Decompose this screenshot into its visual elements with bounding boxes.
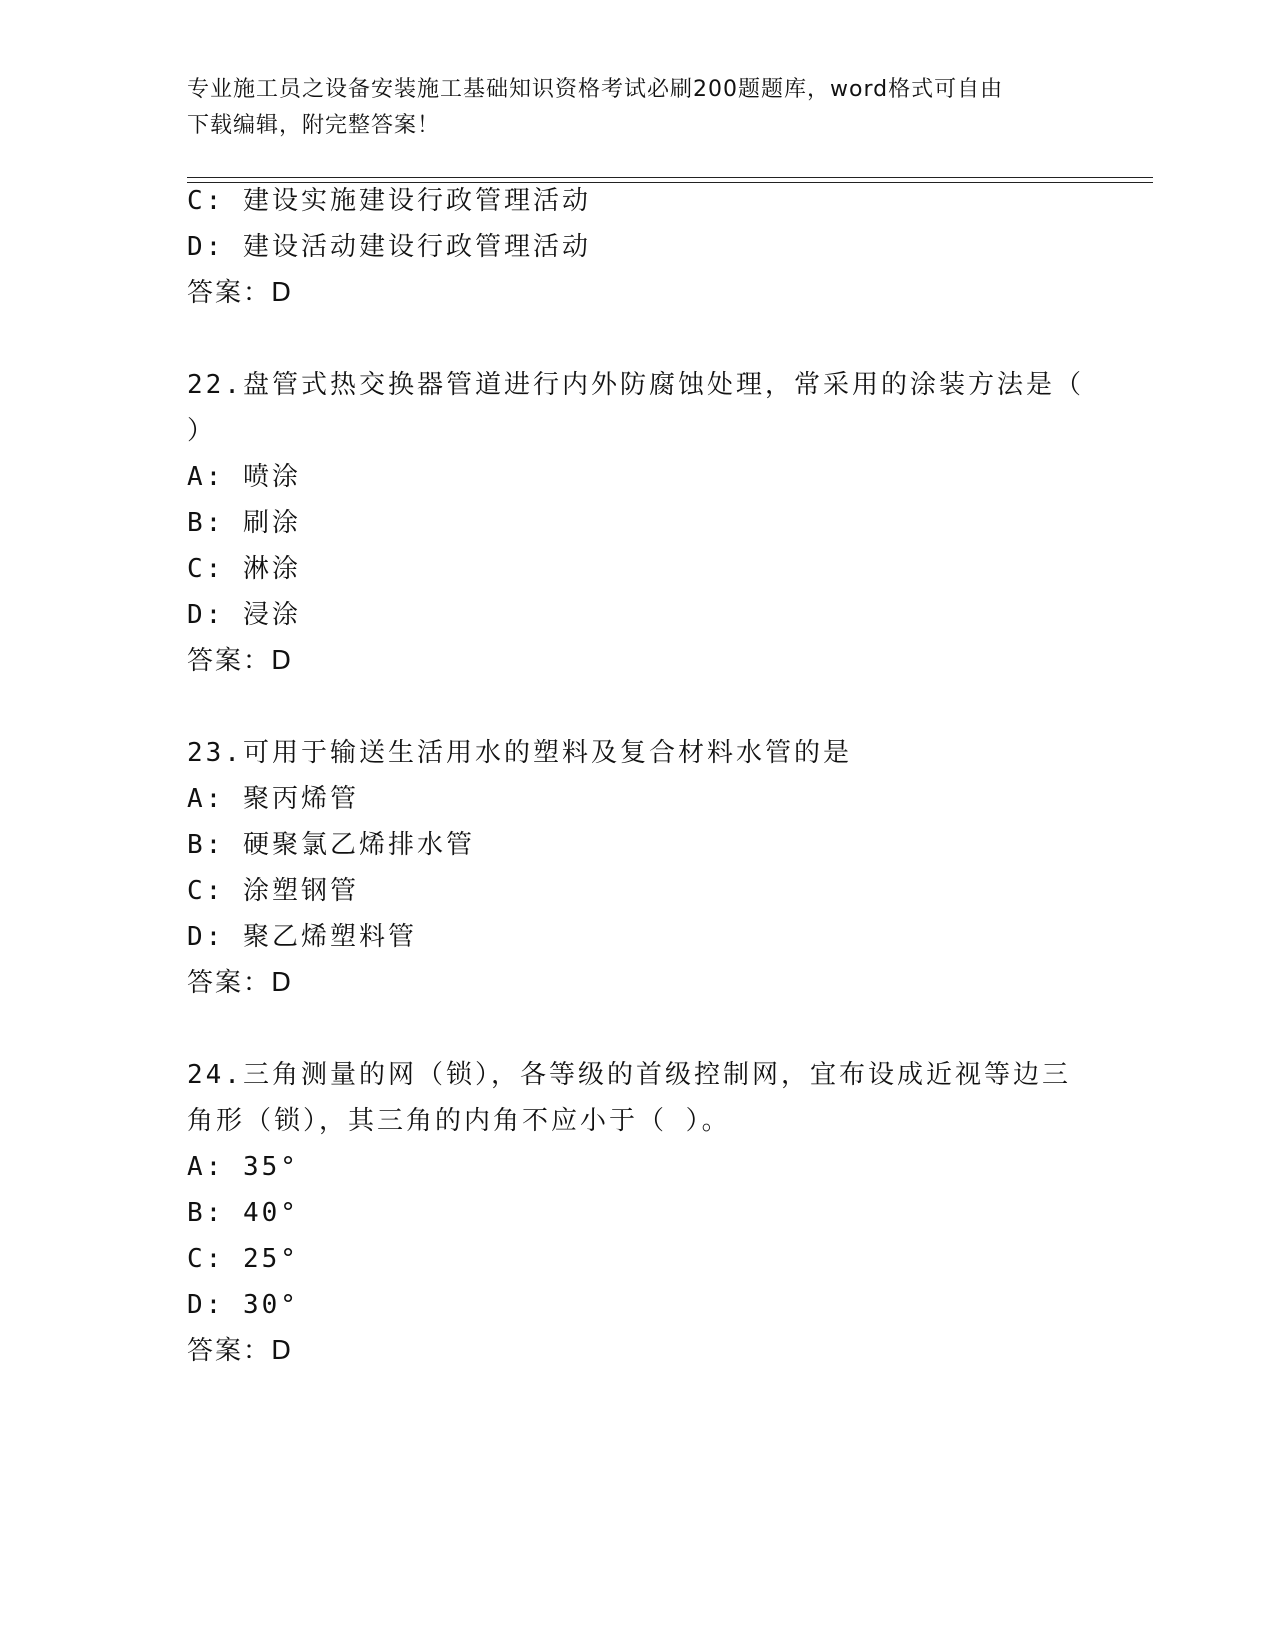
question-23-option-d: D: 聚乙烯塑料管 bbox=[187, 922, 417, 952]
question-22-answer: 答案：D bbox=[187, 646, 294, 676]
question-24-text-line-2: 角形（锁），其三角的内角不应小于（ ）。 bbox=[187, 1106, 731, 1136]
question-22-option-a: A: 喷涂 bbox=[187, 462, 301, 492]
option-d: D: 建设活动建设行政管理活动 bbox=[187, 232, 591, 262]
option-c: C: 建设实施建设行政管理活动 bbox=[187, 186, 591, 216]
question-22-option-b: B: 刷涂 bbox=[187, 508, 301, 538]
question-23-answer: 答案：D bbox=[187, 968, 294, 998]
document-body bbox=[187, 178, 1087, 1374]
answer-line: 答案：D bbox=[187, 278, 294, 308]
question-22-option-c: C: 淋涂 bbox=[187, 554, 301, 584]
spacer bbox=[187, 316, 1087, 362]
question-23-option-a: A: 聚丙烯管 bbox=[187, 784, 359, 814]
question-24-option-a: A: 35° bbox=[187, 1152, 299, 1182]
question-23-text: 23.可用于输送生活用水的塑料及复合材料水管的是 bbox=[187, 738, 852, 768]
question-24-option-b: B: 40° bbox=[187, 1198, 299, 1228]
question-22-option-d: D: 浸涂 bbox=[187, 600, 301, 630]
question-23-option-b: B: 硬聚氯乙烯排水管 bbox=[187, 830, 475, 860]
question-24-option-c: C: 25° bbox=[187, 1244, 299, 1274]
document-header bbox=[187, 72, 1067, 144]
question-22-text-line-1: 22.盘管式热交换器管道进行内外防腐蚀处理，常采用的涂装方法是（ bbox=[187, 370, 1084, 400]
question-24-answer: 答案：D bbox=[187, 1336, 294, 1366]
question-24-option-d: D: 30° bbox=[187, 1290, 299, 1320]
spacer bbox=[187, 684, 1087, 730]
spacer bbox=[187, 1006, 1087, 1052]
question-22-text-line-2: ） bbox=[187, 416, 217, 446]
header-line-2: 下载编辑，附完整答案！ bbox=[187, 113, 441, 138]
question-24-text-line-1: 24.三角测量的网（锁），各等级的首级控制网，宜布设成近视等边三 bbox=[187, 1060, 1071, 1090]
question-23-option-c: C: 涂塑钢管 bbox=[187, 876, 359, 906]
header-line-1: 专业施工员之设备安装施工基础知识资格考试必刷200题题库，word格式可自由 bbox=[187, 77, 1004, 102]
